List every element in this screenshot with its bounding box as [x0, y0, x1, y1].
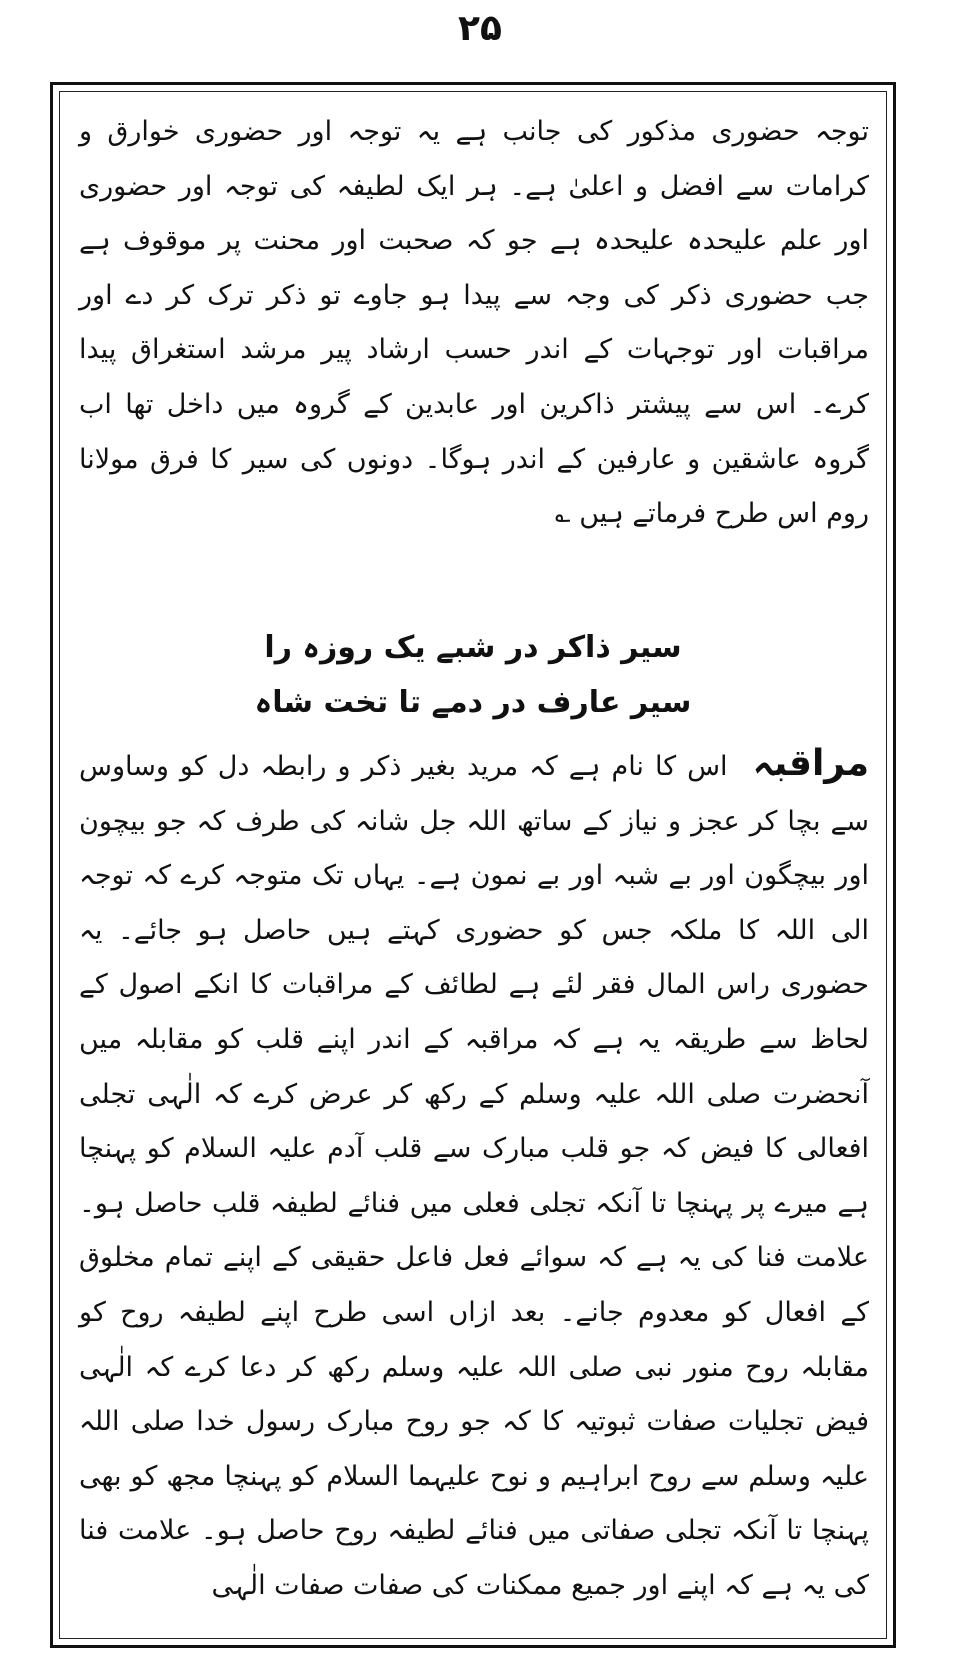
paragraph-muraqaba [79, 737, 869, 1614]
verse-line-2: سیر عارف در دمے تا تخت شاہ [254, 685, 692, 720]
paragraph-tawajjuh: توجہ حضوری مذکور کی جانب ہے یہ توجہ اور حضوری خوارق و کرامات سے افضل و اعلیٰ ہے۔ ہر ایک لطیفہ کی توجہ اور حضوری اور علم علیحدہ علیحدہ ہے جو کہ صحبت اور محنت پر موقوف ہے جب حضوری ذکر کی وجہ سے پیدا ہو جاوے تو ذکر ترک کر دے اور مراقبات اور توجہات کے اندر حسب ارشاد پیر مرشد استغراق پیدا کرے۔ اس سے پیشتر ذاکرین اور عابدین کے گروہ میں داخل تھا اب گروہ عاشقین و عارفین کے اندر ہوگا۔ دونوں کی سیر کا فرق مولانا روم اس طرح فرماتے ہیں ؎ [79, 116, 869, 530]
page-frame [50, 82, 896, 1648]
section-heading-muraqaba: مراقبہ [752, 743, 869, 784]
page-number: ۲۵ [458, 8, 502, 49]
verse-line-1: سیر ذاکر در شبے یک روزہ را [264, 630, 682, 665]
paragraph-muraqaba-body: اس کا نام ہے کہ مرید بغیر ذکر و رابطہ دل کو وساوس سے بچا کر عجز و نیاز کے ساتھ اللہ جل شانہ کی طرف کہ جو بیچون اور بیچگون اور بے شبہ اور بے نمون ہے۔ یہاں تک متوجہ کرے کہ توجہ الی اللہ کا ملکہ جس کو حضوری کہتے ہیں حاصل ہو جائے۔ یہ حضوری راس المال فقر لئے ہے لطائف کے مراقبات کا انکے اصول کے لحاظ سے طریقہ یہ ہے کہ مراقبہ کے اندر اپنے قلب کو مقابلہ میں آنحضرت صلی اللہ علیہ وسلم کے رکھ کر عرض کرے کہ الٰہی تجلی افعالی کا فیض کہ جو قلب مبارک سے قلب آدم علیہ السلام کو پہنچا ہے میرے پر پہنچا تا آنکہ تجلی فعلی میں فنائے لطیفہ قلب حاصل ہو۔ علامت فنا کی یہ ہے کہ سوائے فعل فاعل حقیقی کے اپنے تمام مخلوق کے افعال کو معدوم جانے۔ بعد ازاں اسی طرح اپنے لطیفہ روح کو مقابلہ روح منور نبی صلی اللہ علیہ وسلم رکھ کر دعا کرے کہ الٰہی فیض تجلیات صفات ثبوتیہ کا کہ جو روح مبارک رسول خدا صلی اللہ علیہ وسلم سے روح ابراہیم و نوح علیہما السلام کو پہنچا مجھ کو بھی پہنچا تا آنکہ تجلی صفاتی میں فنائے لطیفہ روح حاصل ہو۔ علامت فنا کی یہ ہے کہ اپنے اور جمیع ممکنات کی صفات صفات الٰہی [79, 751, 869, 1601]
